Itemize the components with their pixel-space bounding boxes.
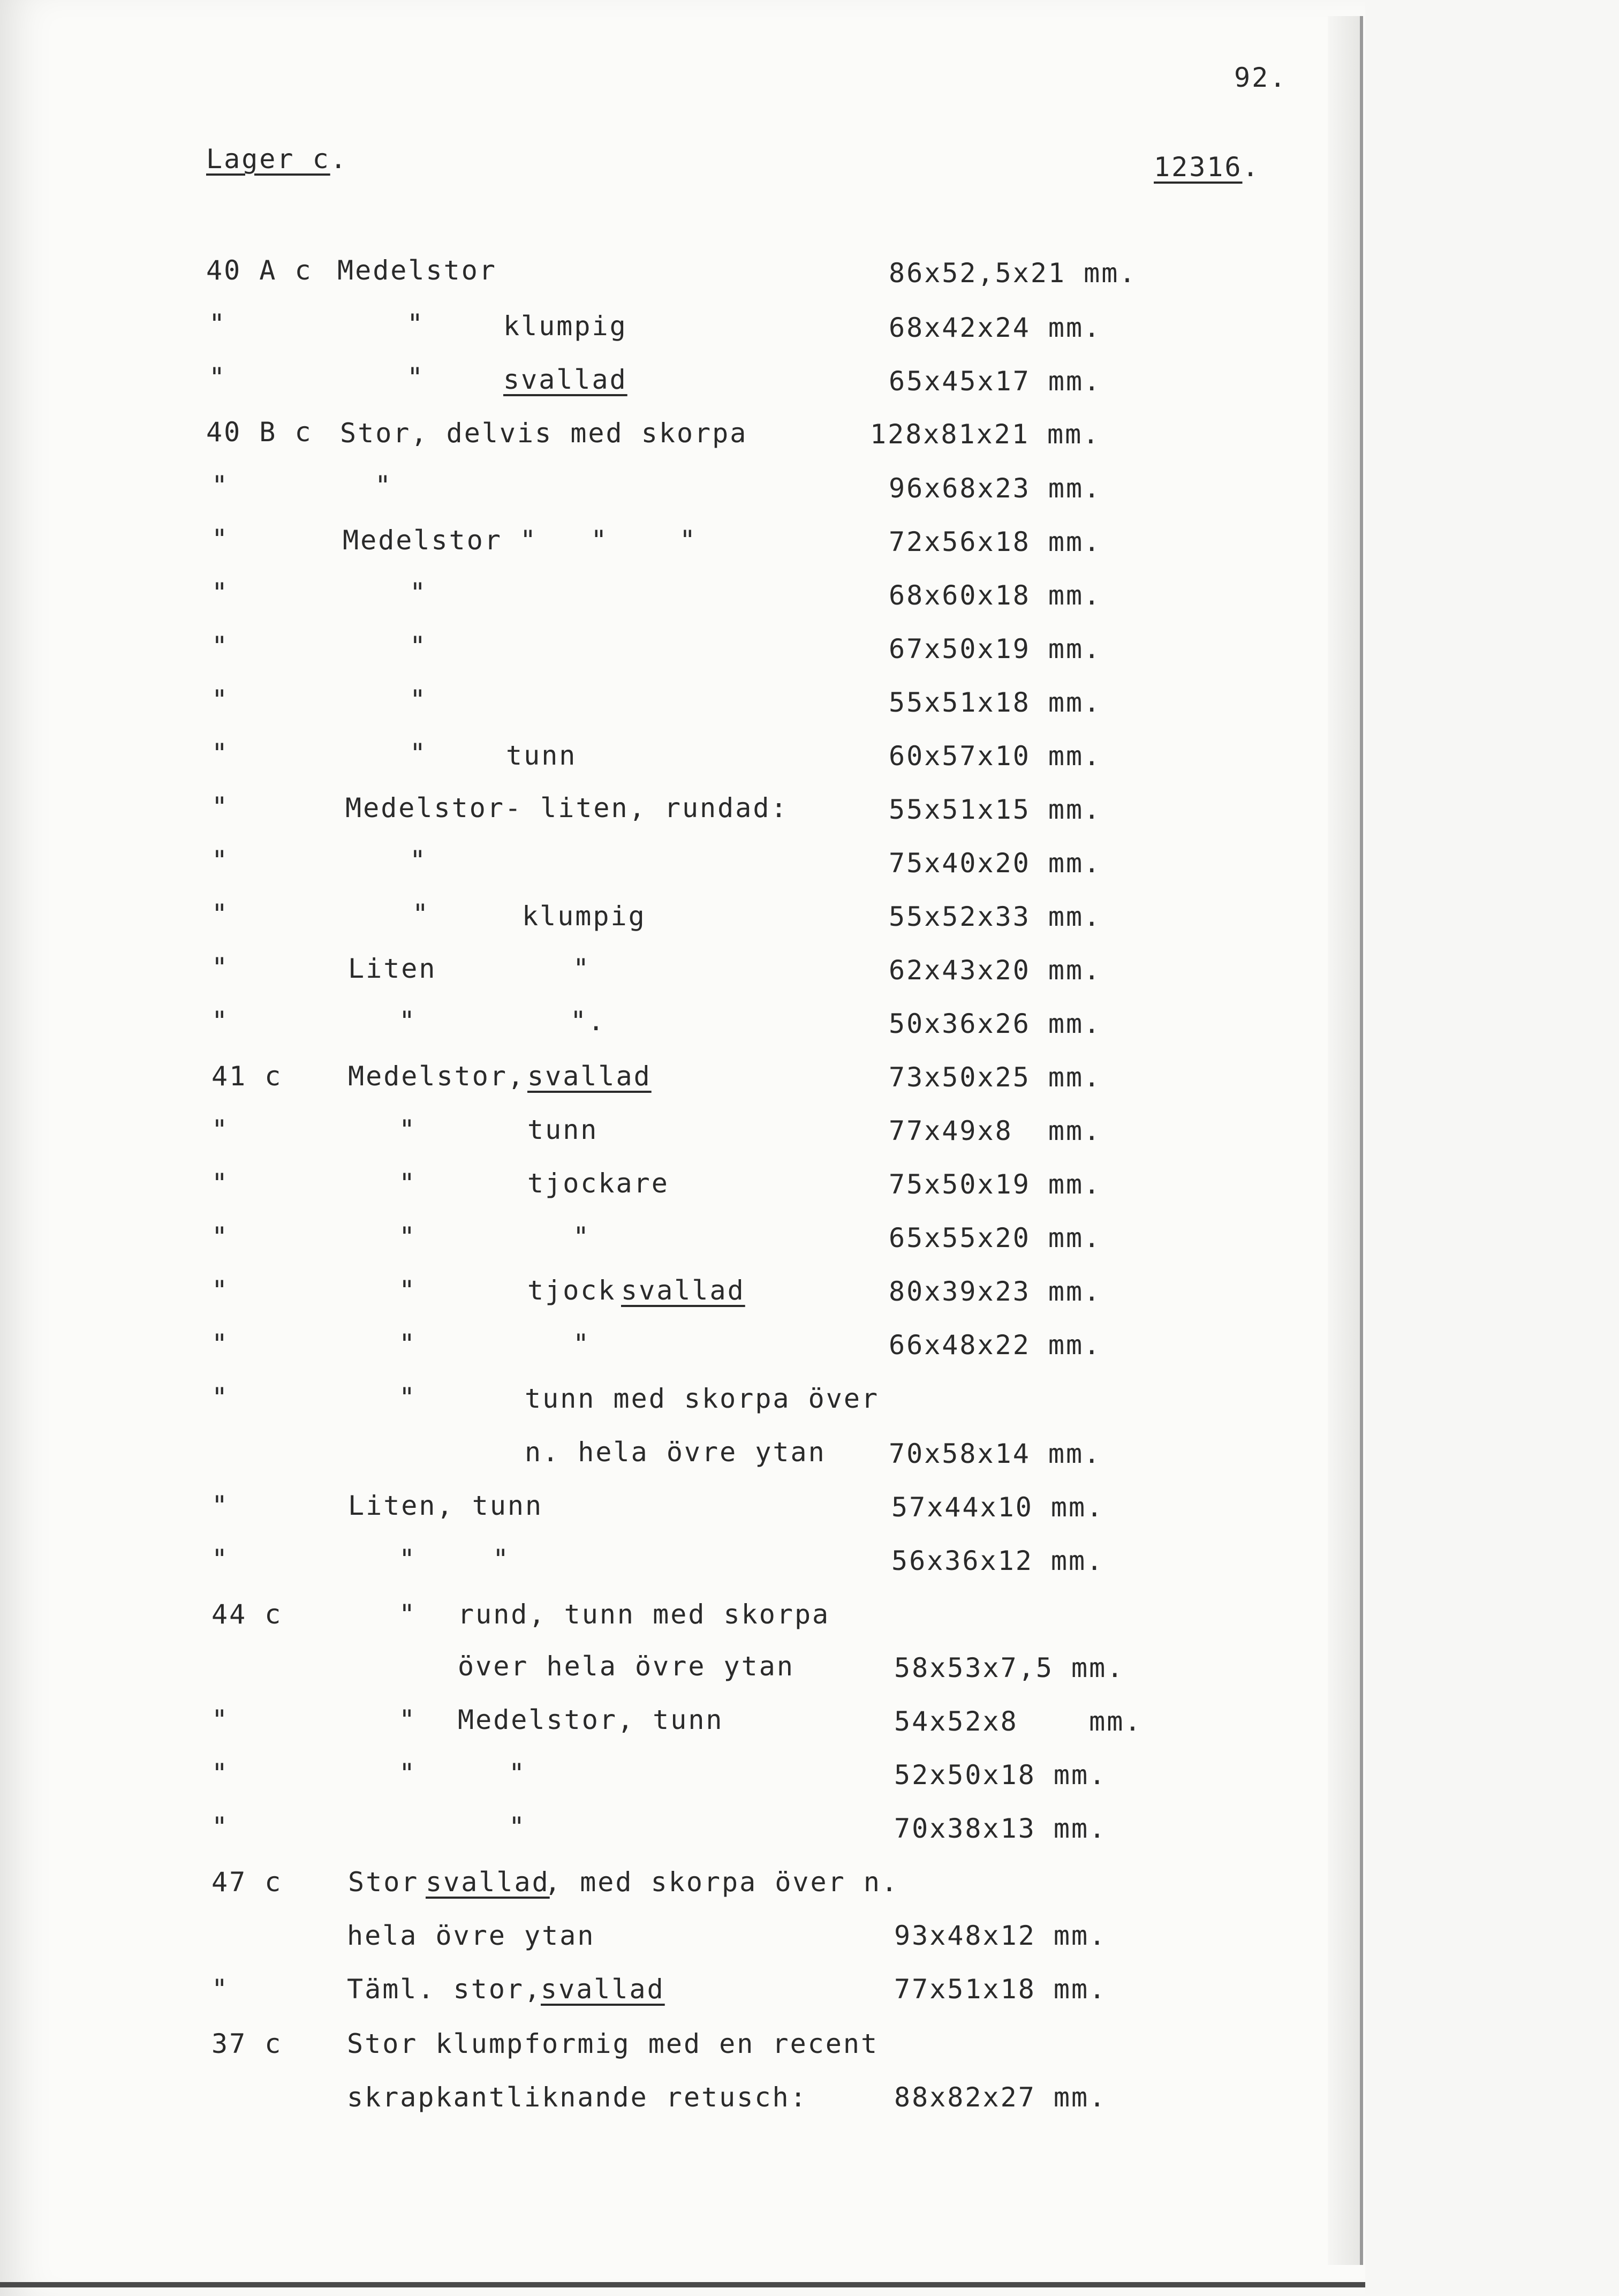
row-number: "	[211, 1114, 230, 1145]
background-strip	[1365, 0, 1619, 2296]
row-description: "	[399, 1221, 417, 1252]
row-dimensions: 72x56x18 mm.	[889, 526, 1102, 557]
row-description: "	[410, 577, 428, 608]
row-note-underlined: svallad	[541, 1974, 665, 2005]
row-description: "	[410, 845, 428, 876]
row-dimensions: 67x50x19 mm.	[889, 633, 1102, 664]
row-number: 47 c	[211, 1867, 283, 1898]
row-dimensions: 65x55x20 mm.	[889, 1222, 1102, 1253]
row-description: "	[399, 1168, 417, 1199]
row-note: över hela övre ytan	[458, 1651, 795, 1682]
row-note: rund, tunn med skorpa	[458, 1599, 830, 1630]
row-description: "	[399, 1599, 417, 1630]
row-number: "	[211, 524, 230, 555]
row-number: "	[211, 898, 230, 930]
row-dimensions: 57x44x10 mm.	[891, 1492, 1104, 1523]
row-note: "	[493, 1544, 511, 1575]
row-dimensions: 55x51x18 mm.	[889, 687, 1102, 718]
row-note: svallad	[503, 364, 627, 395]
page-edge	[1328, 16, 1363, 2265]
row-number: "	[211, 684, 230, 715]
row-description: Stor, delvis med skorpa	[340, 418, 748, 449]
row-number: "	[211, 1811, 230, 1842]
row-number: "	[211, 1974, 230, 2005]
row-description: "	[399, 1275, 417, 1306]
row-dimensions: 52x50x18 mm.	[894, 1759, 1107, 1791]
row-dimensions: 55x52x33 mm.	[889, 901, 1102, 932]
row-description: Liten	[348, 953, 437, 984]
row-description: Täml. stor,	[347, 1974, 542, 2005]
row-dimensions: 55x51x15 mm.	[889, 794, 1102, 825]
row-number: "	[211, 1758, 230, 1789]
row-dimensions: 60x57x10 mm.	[889, 741, 1102, 772]
row-number: "	[211, 1490, 230, 1521]
row-number: "	[211, 1006, 230, 1037]
row-note: tunn	[506, 740, 577, 771]
row-number: "	[211, 1704, 230, 1735]
row-dimensions: 75x40x20 mm.	[889, 848, 1102, 879]
heading-right-text: 12316	[1154, 152, 1243, 183]
row-note: "	[509, 1811, 527, 1842]
row-number: "	[211, 1168, 230, 1199]
row-description: "	[407, 362, 425, 393]
row-description: "	[399, 1704, 417, 1735]
row-number: "	[211, 845, 230, 876]
row-dimensions: 68x60x18 mm.	[889, 580, 1102, 611]
row-number: 41 c	[211, 1061, 283, 1092]
row-description: Stor klumpformig med en recent	[347, 2028, 879, 2059]
row-number: "	[209, 362, 227, 393]
heading-left-dot: .	[330, 144, 348, 175]
row-dimensions: 56x36x12 mm.	[891, 1545, 1104, 1576]
row-dimensions: 70x38x13 mm.	[894, 1813, 1107, 1844]
row-description: Medelstor " " "	[343, 525, 698, 556]
row-description: skrapkantliknande retusch:	[347, 2082, 808, 2113]
row-note: Medelstor, tunn	[458, 1704, 724, 1735]
row-note: "	[573, 1328, 591, 1360]
row-dimensions: 96x68x23 mm.	[889, 473, 1102, 504]
heading-left	[206, 144, 348, 175]
row-note: "	[573, 953, 591, 984]
row-number: "	[211, 1544, 230, 1575]
row-description: "	[399, 1006, 417, 1037]
row-description: "	[412, 898, 430, 930]
row-number: "	[211, 738, 230, 769]
row-dimensions: 75x50x19 mm.	[889, 1169, 1102, 1200]
row-description: "	[399, 1114, 417, 1145]
row-note: ".	[570, 1006, 606, 1037]
row-number: 37 c	[211, 2028, 283, 2059]
heading-left-text: Lager c	[206, 144, 330, 175]
row-description: "	[399, 1328, 417, 1360]
row-number: "	[211, 791, 230, 822]
row-dimensions: 68x42x24 mm.	[889, 312, 1102, 343]
row-description: hela övre ytan	[347, 1920, 595, 1951]
row-dimensions: 70x58x14 mm.	[889, 1438, 1102, 1469]
row-number: 40 A c	[206, 255, 313, 286]
page-number: 92.	[1234, 62, 1288, 93]
page-bottom-edge	[0, 2282, 1365, 2287]
row-number: 40 B c	[206, 417, 313, 448]
row-dimensions: 62x43x20 mm.	[889, 955, 1102, 986]
row-dimensions: 80x39x23 mm.	[889, 1276, 1102, 1307]
row-number: "	[211, 1382, 230, 1413]
heading-right	[1154, 152, 1260, 183]
row-number: "	[211, 577, 230, 608]
row-note-underlined: svallad	[621, 1275, 745, 1306]
row-note: "	[509, 1758, 527, 1789]
row-dimensions: 54x52x8 mm.	[894, 1706, 1143, 1737]
row-note: svallad	[527, 1061, 652, 1092]
row-number: 44 c	[211, 1599, 283, 1630]
row-note-underlined: svallad	[426, 1867, 550, 1898]
row-description: "	[410, 631, 428, 662]
row-dimensions: 93x48x12 mm.	[894, 1920, 1107, 1951]
row-note: klumpig	[522, 901, 646, 932]
row-dimensions: 128x81x21 mm.	[870, 419, 1101, 450]
row-dimensions: 65x45x17 mm.	[889, 366, 1102, 397]
row-dimensions: 77x51x18 mm.	[894, 1974, 1107, 2005]
heading-right-dot: .	[1242, 152, 1260, 183]
row-note: klumpig	[503, 311, 627, 342]
row-note: , med skorpa över n.	[544, 1867, 899, 1898]
row-number: "	[209, 308, 227, 339]
row-number: "	[211, 1328, 230, 1360]
row-description: Liten, tunn	[348, 1490, 543, 1521]
row-number: "	[211, 631, 230, 662]
row-number: "	[211, 1221, 230, 1252]
row-dimensions: 77x49x8 mm.	[889, 1115, 1102, 1146]
row-description: Stor	[348, 1867, 419, 1898]
row-description: "	[410, 684, 428, 715]
row-note: tjock	[527, 1275, 616, 1306]
row-note: tunn med skorpa över	[525, 1383, 880, 1414]
row-description: "	[410, 738, 428, 769]
row-dimensions: 50x36x26 mm.	[889, 1008, 1102, 1039]
row-dimensions: 88x82x27 mm.	[894, 2082, 1107, 2113]
row-note: tjockare	[527, 1168, 669, 1199]
row-description: "	[399, 1544, 417, 1575]
row-number: "	[211, 470, 230, 501]
row-note: "	[573, 1221, 591, 1252]
row-number: "	[211, 952, 230, 983]
row-description: "	[375, 470, 393, 501]
row-dimensions: 73x50x25 mm.	[889, 1062, 1102, 1093]
row-description: Medelstor	[337, 255, 497, 286]
row-description: Medelstor,	[348, 1061, 526, 1092]
row-dimensions: 86x52,5x21 mm.	[889, 258, 1137, 289]
row-dimensions: 58x53x7,5 mm.	[894, 1652, 1125, 1683]
row-description: Medelstor- liten, rundad:	[345, 792, 789, 824]
row-description: "	[407, 308, 425, 339]
row-description: "	[399, 1382, 417, 1413]
row-description: "	[399, 1758, 417, 1789]
row-note: n. hela övre ytan	[525, 1437, 826, 1468]
row-note: tunn	[527, 1114, 599, 1145]
row-number: "	[211, 1275, 230, 1306]
row-dimensions: 66x48x22 mm.	[889, 1330, 1102, 1361]
